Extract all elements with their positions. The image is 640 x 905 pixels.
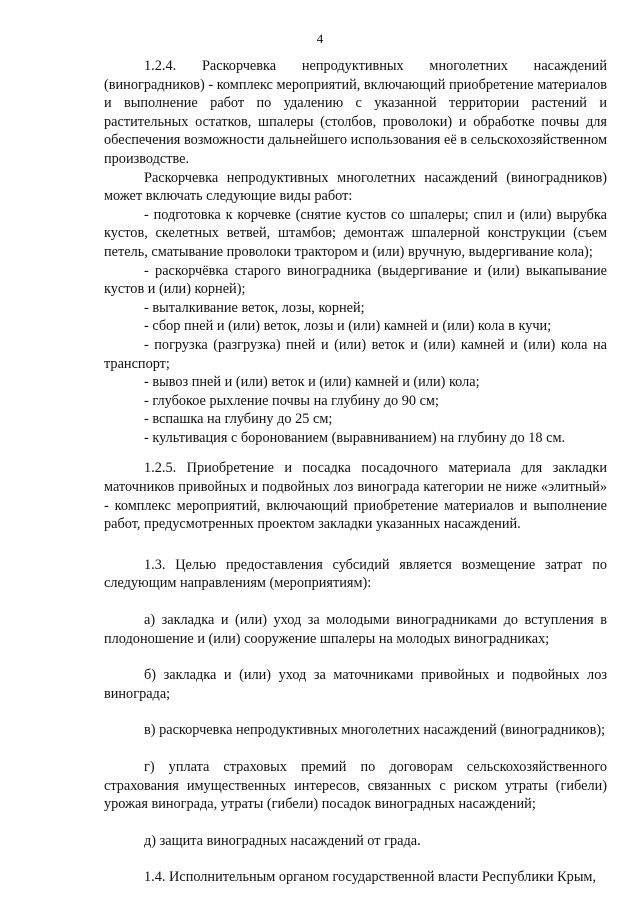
list-item-work-3: - выталкивание веток, лозы, корней; bbox=[144, 299, 365, 316]
list-item-g: г) уплата страховых премий по договорам сельскохозяйственного страхования имущественных интересов, связанных с риском утраты (гибели) урожая винограда, утраты (гибели) посадок виноградных насаждений; bbox=[104, 759, 607, 813]
list-item-v: в) раскорчевка непродуктивных многолетних насаждений (виноградников); bbox=[144, 722, 606, 739]
list-item-b: б) закладка и (или) уход за маточниками привойных и подвойных лоз винограда; bbox=[104, 667, 607, 702]
paragraph-1-3: 1.3. Целью предоставления субсидий является возмещение затрат по следующим направлениям (мероприятиям): bbox=[104, 556, 607, 592]
document-body bbox=[104, 57, 607, 887]
list-item-work-4: - сбор пней и (или) веток, лозы и (или) камней и (или) кола в кучи; bbox=[144, 318, 552, 335]
paragraph-works-intro: Раскорчевка непродуктивных многолетних насаждений (виноградников) может включать следующие виды работ: bbox=[104, 169, 607, 205]
list-item-work-1: - подготовка к корчевке (снятие кустов со шпалеры; спил и (или) вырубка кустов, скелетных ветвей, штамбов; демонтаж шпалерной конструкции (съем петель, сматывание проволоки трактором и (или) вручную, выдергивание кола); bbox=[104, 206, 607, 260]
list-item-work-9: - культивация с боронованием (выравниванием) на глубину до 18 см. bbox=[144, 429, 566, 446]
paragraph-1-2-5: 1.2.5. Приобретение и посадка посадочного материала для закладки маточников привойных и подвойных лоз винограда категории не ниже «элитный» - комплекс мероприятий, включающий приобретение материалов и выполнение работ, предусмотренных проектом закладки указанных насаждений. bbox=[104, 460, 607, 533]
paragraph-1-2-4: 1.2.4. Раскорчевка непродуктивных многолетних насаждений (виноградников) - комплекс мероприятий, включающий приобретение материалов и выполнение работ по удалению с указанной территории растений и растительных остатков, шпалеры (столбов, проволоки) и обработке почвы для обеспечения возможности дальнейшего использования её в сельскохозяйственном производстве. bbox=[104, 58, 607, 167]
list-item-work-2: - раскорчёвка старого виноградника (выдергивание и (или) выкапывание кустов и (или) корней); bbox=[104, 262, 607, 298]
paragraph-1-4: 1.4. Исполнительным органом государственной власти Республики Крым, bbox=[144, 869, 597, 886]
list-item-a: а) закладка и (или) уход за молодыми виноградниками до вступления в плодоношение и (или) сооружение шпалеры на молодых виноградниках; bbox=[104, 612, 607, 647]
list-item-work-6: - вывоз пней и (или) веток и (или) камней и (или) кола; bbox=[144, 374, 480, 391]
page-number: 4 bbox=[316, 31, 324, 46]
list-item-work-5: - погрузка (разгрузка) пней и (или) веток и (или) камней и (или) кола на транспорт; bbox=[104, 336, 607, 372]
list-item-d: д) защита виноградных насаждений от града. bbox=[144, 832, 421, 849]
list-item-work-8: - вспашка на глубину до 25 см; bbox=[144, 411, 333, 428]
list-item-work-7: - глубокое рыхление почвы на глубину до 90 см; bbox=[144, 392, 439, 409]
